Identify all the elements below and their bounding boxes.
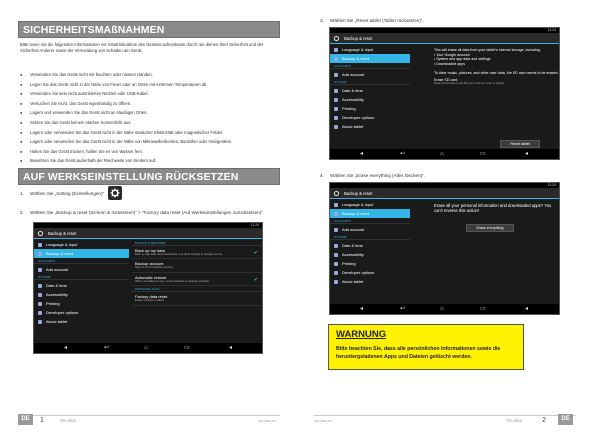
sidebar-item-backup[interactable]: Backup & reset	[34, 249, 129, 258]
home-icon[interactable]: ⌂	[144, 345, 148, 351]
step-4	[320, 173, 425, 179]
plus-icon	[334, 228, 338, 232]
volume-up-icon[interactable]: ◂	[229, 345, 233, 351]
reset-warning-content: This will erase all data from your tablet's internal storage, including: • Your Google account • System and app data and settings • Downloaded apps To clear music, pictures, and other user data, the SD card needs to be erased. Erase SD card Erase all the data on the SD card, such as music or photos	[434, 48, 559, 86]
sidebar-item-date[interactable]: Date & time	[34, 281, 129, 290]
model-number: TPC-0E10	[60, 419, 76, 423]
navigation-bar	[330, 149, 559, 159]
accounts-header: ACCOUNTS	[330, 63, 410, 69]
footer-left	[18, 415, 280, 424]
recent-apps-icon[interactable]: ▭	[480, 306, 486, 312]
erase-sd-checkbox-label[interactable]: Erase SD card	[434, 77, 458, 82]
status-time: 11:24	[547, 183, 556, 187]
language-icon	[38, 243, 42, 247]
recent-apps-icon[interactable]: ▭	[480, 151, 486, 157]
backup-content	[132, 240, 262, 343]
action-bar-title: Backup & reset	[344, 36, 373, 41]
clock-icon	[38, 284, 42, 288]
entry-automatic-restore[interactable]: Automatic restore When reinstalling an app, restore backed up settings and data ✔	[132, 273, 262, 286]
sidebar-item-accessibility[interactable]: Accessibility	[330, 250, 410, 259]
step-3	[320, 18, 424, 24]
action-bar	[330, 33, 559, 44]
system-header: SYSTEM	[330, 234, 410, 240]
accounts-header: ACCOUNTS	[34, 258, 129, 264]
checkmark-icon: ✔	[253, 276, 258, 283]
backup-restore-header: BACKUP & RESTORE	[132, 240, 262, 246]
volume-icon[interactable]: ◂	[360, 151, 364, 157]
document-ref: GEV2BE-001	[314, 419, 333, 423]
volume-icon[interactable]: ◂	[360, 306, 364, 312]
entry-backup-account[interactable]: Backup account Need to set the backup account	[132, 259, 262, 272]
action-bar	[34, 228, 262, 239]
hand-icon	[334, 98, 338, 102]
hand-icon	[38, 293, 42, 297]
printer-icon	[334, 107, 338, 111]
sidebar-item-developer[interactable]: Developer options	[330, 268, 410, 277]
safety-item: ● Bewahren Sie das Gerät außerhalb der Reichweite von Kindern auf.	[20, 156, 282, 166]
warning-box	[328, 324, 524, 370]
footer-right	[314, 415, 576, 424]
sidebar-item-date[interactable]: Date & time	[330, 241, 410, 250]
settings-sidebar	[34, 240, 129, 343]
erase-confirm-text: Erase all your personal information and downloaded apps? You can't reverse this action!	[434, 203, 552, 214]
braces-icon	[38, 311, 42, 315]
volume-up-icon[interactable]: ◂	[525, 306, 529, 312]
settings-sidebar	[330, 200, 410, 304]
backup-icon	[38, 252, 42, 256]
back-icon[interactable]: ↩	[400, 151, 406, 157]
personal-data-header: PERSONAL DATA	[132, 286, 262, 292]
safety-item: ● Lagern oder verwenden Sie das Gerät nicht in der Nähe von Mikrowellenherden, Backöfen oder Heizgeräten.	[20, 137, 282, 147]
printer-icon	[38, 302, 42, 306]
system-header: SYSTEM	[330, 79, 410, 85]
sidebar-item-language[interactable]: Language & input	[330, 45, 410, 54]
back-icon[interactable]: ↩	[400, 306, 406, 312]
step-2-text: Wählen Sie „Backup & reset (Sichern & rücksetzen)“ > “Factory data reset (Auf Werkseinstellungen zurücksetzen)“.	[30, 210, 265, 215]
navigation-bar	[34, 343, 262, 353]
sidebar-item-backup[interactable]: Backup & reset	[330, 209, 410, 218]
page-number: 2	[542, 417, 546, 424]
document-ref: GEV2BE-001	[258, 419, 277, 423]
step-1	[20, 191, 104, 197]
sidebar-item-printing[interactable]: Printing	[330, 104, 410, 113]
home-icon[interactable]: ⌂	[440, 306, 444, 312]
system-header: SYSTEM	[34, 274, 129, 280]
settings-icon	[333, 190, 340, 197]
safety-item: ● Lagern oder verwenden Sie das Gerät nicht in der Nähe statischer Elektrizität oder magnetischer Felder.	[20, 128, 282, 138]
gear-icon	[110, 188, 120, 198]
clock-icon	[334, 244, 338, 248]
reset-tablet-button[interactable]: Reset tablet	[500, 140, 540, 148]
info-icon	[38, 320, 42, 324]
sidebar-item-printing[interactable]: Printing	[34, 299, 129, 308]
step-3-text: Wählen Sie „Reset tablet (Tablet rücksetzen)“.	[330, 18, 424, 23]
safety-item: ● Versuchen Sie nicht, das Gerät eigenhändig zu öffnen.	[20, 99, 282, 109]
sidebar-item-about[interactable]: About tablet	[330, 122, 410, 131]
language-icon	[334, 48, 338, 52]
status-time: 11:24	[250, 223, 259, 227]
erase-everything-button[interactable]: Erase everything	[466, 224, 514, 232]
settings-icon	[37, 230, 44, 237]
sidebar-item-accessibility[interactable]: Accessibility	[330, 95, 410, 104]
sidebar-item-language[interactable]: Language & input	[330, 200, 410, 209]
clock-icon	[334, 89, 338, 93]
recent-apps-icon[interactable]: ▭	[184, 345, 190, 351]
backup-icon	[334, 57, 338, 61]
language-badge: DE	[18, 414, 33, 425]
warning-title: WARNUNG	[336, 329, 387, 340]
home-icon[interactable]: ⌂	[440, 151, 444, 157]
step-4-text: Wählen Sie „Erase everything (Alles löschen)“.	[330, 173, 425, 178]
sidebar-item-about[interactable]: About tablet	[34, 317, 129, 326]
sidebar-item-accessibility[interactable]: Accessibility	[34, 290, 129, 299]
plus-icon	[38, 268, 42, 272]
erase-confirm-content	[434, 200, 554, 304]
sidebar-item-developer[interactable]: Developer options	[34, 308, 129, 317]
action-bar-title: Backup & reset	[344, 191, 373, 196]
safety-item: ● Verwenden Sie das Gerät nicht mit feuchten oder nassen Händen.	[20, 70, 282, 80]
sidebar-item-add-account[interactable]: Add account	[34, 265, 129, 274]
settings-gear-icon	[108, 186, 122, 200]
step-1-text: Wählen Sie „Setting (Einstellungen)“	[30, 191, 105, 196]
plus-icon	[334, 73, 338, 77]
tablet-screenshot-backup	[33, 222, 263, 354]
sidebar-item-about[interactable]: About tablet	[330, 277, 410, 286]
settings-icon	[333, 35, 340, 42]
safety-item: ● Lagern und verwenden Sie das Gerät nicht an staubigen Orten.	[20, 108, 282, 118]
sidebar-item-language[interactable]: Language & input	[34, 240, 129, 249]
entry-factory-reset[interactable]: Factory data reset Erases all data on tablet	[132, 292, 262, 305]
info-icon	[334, 125, 338, 129]
tablet-screenshot-reset	[329, 27, 560, 160]
navigation-bar	[330, 304, 559, 314]
checkmark-icon: ✔	[253, 250, 258, 256]
model-number: TPC-0E10	[506, 419, 522, 423]
entry-backup-data[interactable]: Back up my data Back up app data, Wi-Fi passwords, and other settings to Google servers ✔	[132, 246, 262, 259]
step-2-number: 2.	[20, 210, 24, 215]
sidebar-item-date[interactable]: Date & time	[330, 86, 410, 95]
safety-list	[20, 70, 282, 166]
step-2	[20, 210, 264, 216]
volume-icon[interactable]: ◂	[64, 345, 68, 351]
step-3-number: 3.	[320, 18, 324, 23]
language-icon	[334, 203, 338, 207]
safety-intro: Bitte lesen Sie die folgenden Informationen vor Inbetriebnahme des Gerätes aufmerksam durch; sie dienen Ihrer Sicherheit und der Sicherheit Anderer sowie der Vermeidung von Schäden am Gerät.	[20, 42, 264, 53]
volume-up-icon[interactable]: ◂	[525, 151, 529, 157]
settings-sidebar	[330, 45, 410, 149]
step-4-number: 4.	[320, 173, 324, 178]
status-time: 11:24	[547, 28, 556, 32]
safety-item: ● Halten Sie das Gerät trocken; halten Sie es von Wasser fern.	[20, 147, 282, 157]
language-badge: DE	[558, 414, 573, 425]
back-icon[interactable]: ↩	[104, 345, 110, 351]
safety-title: SICHERHEITSMAßNAHMEN	[23, 24, 165, 36]
safety-item: ● Setzen Sie das Gerät keinem starken Sonnenlicht aus.	[20, 118, 282, 128]
reset-section-header	[18, 168, 280, 185]
page-number: 1	[40, 417, 44, 424]
sidebar-item-add-account[interactable]: Add account	[330, 225, 410, 234]
safety-item: ● Verwenden Sie kein nicht autorisiertes Netzteil oder USB-Kabel.	[20, 89, 282, 99]
backup-icon	[334, 212, 338, 216]
hand-icon	[334, 253, 338, 257]
sidebar-item-backup[interactable]: Backup & reset	[330, 54, 410, 63]
accounts-header: ACCOUNTS	[330, 218, 410, 224]
safety-item: ● Legen Sie das Gerät nicht in der Nähe von Feuer oder an Orten mit extremen Temperaturen ab.	[20, 80, 282, 90]
reset-title: AUF WERKSEINSTELLUNG RÜCKSETZEN	[23, 171, 239, 183]
sidebar-item-add-account[interactable]: Add account	[330, 70, 410, 79]
action-bar	[330, 188, 559, 199]
braces-icon	[334, 271, 338, 275]
info-icon	[334, 280, 338, 284]
action-bar-title: Backup & reset	[48, 231, 77, 236]
step-1-number: 1.	[20, 191, 24, 196]
page-right	[295, 0, 590, 442]
sidebar-item-developer[interactable]: Developer options	[330, 113, 410, 122]
printer-icon	[334, 262, 338, 266]
tablet-screenshot-erase	[329, 182, 560, 315]
safety-section-header	[18, 21, 280, 38]
warning-body: Bitte beachten Sie, dass alle persönlichen Informationen sowie die heruntergeladenen Apps und Dateien gelöscht werden.	[336, 346, 501, 360]
sidebar-item-printing[interactable]: Printing	[330, 259, 410, 268]
braces-icon	[334, 116, 338, 120]
